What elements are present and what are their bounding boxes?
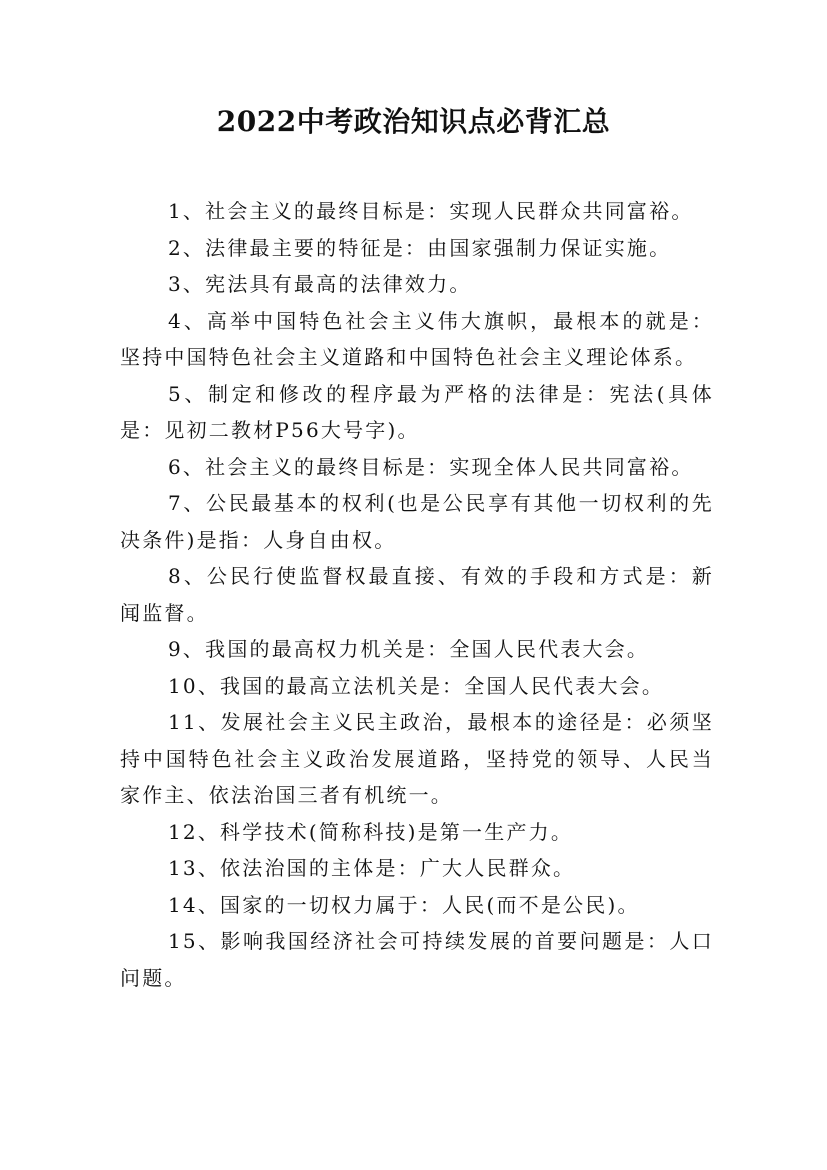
list-item-11: 11、发展社会主义民主政治，最根本的途径是：必须坚持中国特色社会主义政治发展道路，坚持党的领导、人民当家作主、依法治国三者有机统一。 — [120, 710, 714, 807]
list-item-12: 12、科学技术(简称科技)是第一生产力。 — [168, 819, 574, 844]
list-item-13: 13、依法治国的主体是：广大人民群众。 — [168, 856, 576, 880]
list-item-6: 6、社会主义的最终目标是：实现全体人民共同富裕。 — [168, 454, 694, 479]
document-title: 2022中考政治知识点必背汇总 — [216, 105, 611, 138]
list-item-7: 7、公民最基本的权利(也是公民享有其他一切权利的先决条件)是指：人身自由权。 — [120, 491, 714, 552]
list-item-14: 14、国家的一切权力属于：人民(而不是公民)。 — [168, 892, 640, 917]
list-item-15: 15、影响我国经济社会可持续发展的首要问题是：人口问题。 — [120, 929, 714, 990]
document-body — [120, 193, 714, 996]
list-item-2: 2、法律最主要的特征是：由国家强制力保证实施。 — [168, 235, 672, 260]
list-item-10: 10、我国的最高立法机关是：全国人民代表大会。 — [168, 673, 665, 698]
list-item-5: 5、制定和修改的程序最为严格的法律是：宪法(具体是：见初二教材P56大号字)。 — [120, 381, 714, 442]
list-item-4: 4、高举中国特色社会主义伟大旗帜，最根本的就是：坚持中国特色社会主义道路和中国特色社会主义理论体系。 — [120, 308, 714, 369]
list-item-9: 9、我国的最高权力机关是：全国人民代表大会。 — [168, 637, 650, 661]
list-item-1: 1、社会主义的最终目标是：实现人民群众共同富裕。 — [168, 199, 694, 223]
list-item-3: 3、宪法具有最高的法律效力。 — [168, 272, 472, 296]
list-item-8: 8、公民行使监督权最直接、有效的手段和方式是：新闻监督。 — [120, 564, 714, 625]
